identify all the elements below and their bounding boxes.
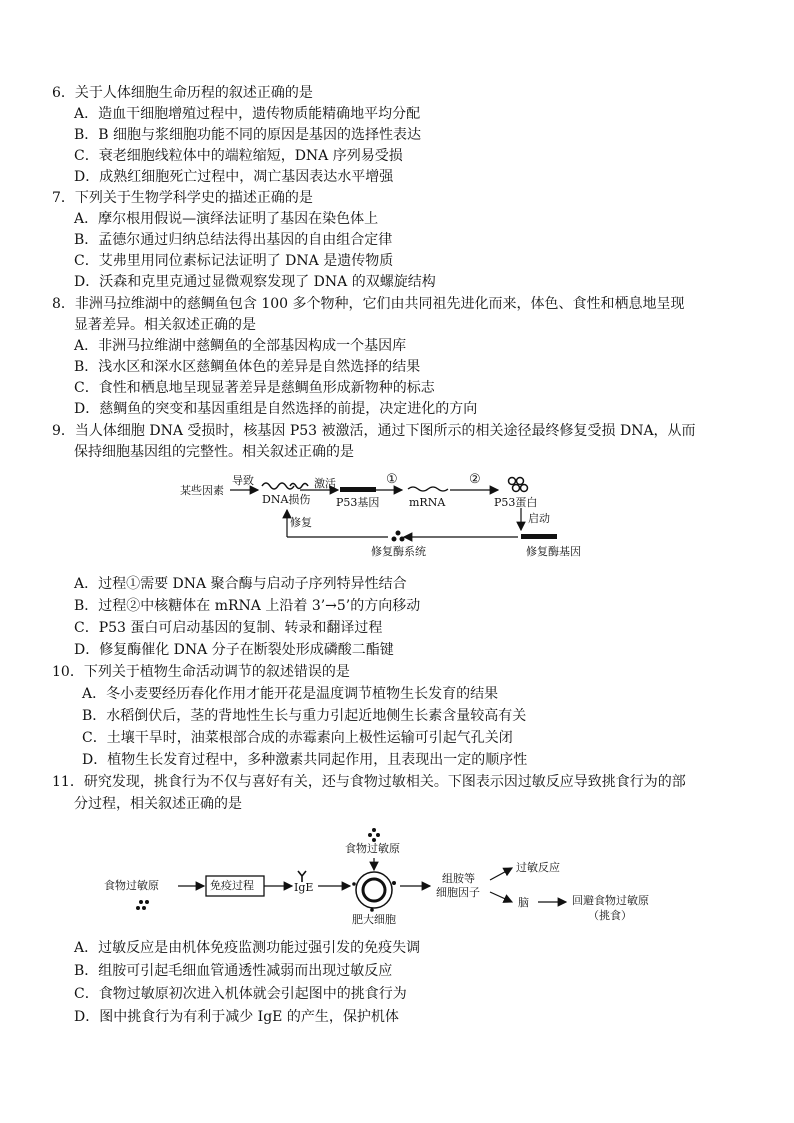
- diagram-brain-label: 脑: [518, 896, 529, 909]
- question-10-option-d: D．植物生长发育过程中，多种激素共同起作用，且表现出一定的顺序性: [82, 752, 528, 768]
- question-11-option-b: B．组胺可引起毛细血管通透性减弱而出现过敏反应: [74, 963, 393, 979]
- diagram-mast-cell-label: 肥大细胞: [352, 913, 396, 926]
- question-6-option-b: B．B 细胞与浆细胞功能不同的原因是基因的选择性表达: [74, 127, 422, 143]
- diagram-ige-label: IgE: [294, 881, 314, 894]
- question-7-option-c: C．艾弗里用同位素标记法证明了 DNA 是遗传物质: [74, 253, 394, 269]
- question-11-option-c: C．食物过敏原初次进入机体就会引起图中的挑食行为: [74, 986, 407, 1002]
- question-8-option-a: A．非洲马拉维湖中慈鲷鱼的全部基因构成一个基因库: [74, 338, 407, 354]
- question-9-stem-line-1: 9．当人体细胞 DNA 受损时，核基因 P53 被激活，通过下图所示的相关途径最终修复受损 DNA，从而: [52, 423, 696, 439]
- diagram-repair-system-label: 修复酶系统: [371, 545, 426, 558]
- diagram-picky-label: （挑食）: [588, 909, 632, 922]
- question-11-stem-line-2: 分过程，相关叙述正确的是: [74, 796, 242, 812]
- diagram-step-2-label: ②: [469, 472, 481, 487]
- question-10-option-b: B．水稻倒伏后，茎的背地性生长与重力引起近地侧生长素含量较高有关: [82, 708, 527, 724]
- diagram-factors-line-1: 组胺等: [442, 872, 475, 885]
- allergen-icon-top: [372, 828, 376, 832]
- question-9-option-a: A．过程①需要 DNA 聚合酶与启动子序列特异性结合: [74, 576, 407, 592]
- diagram-reaction-label: 过敏反应: [516, 861, 560, 874]
- question-6-stem: 6．关于人体细胞生命历程的叙述正确的是: [52, 85, 313, 101]
- diagram-mrna-label: mRNA: [409, 496, 446, 509]
- question-7-option-d: D．沃森和克里克通过显微观察发现了 DNA 的双螺旋结构: [74, 274, 436, 290]
- diagram-repair-label: 修复: [290, 516, 312, 529]
- diagram-dna-damage-label: DNA损伤: [262, 493, 311, 506]
- diagram-immune-label: 免疫过程: [210, 879, 254, 892]
- question-10-stem: 10．下列关于植物生命活动调节的叙述错误的是: [52, 664, 350, 680]
- question-11-option-a: A．过敏反应是由机体免疫监测功能过强引发的免疫失调: [74, 940, 421, 956]
- diagram-allergen-top-label: 食物过敏原: [345, 842, 400, 855]
- diagram-factor-label: 某些因素: [180, 484, 224, 497]
- diagram-repair-gene-label: 修复酶基因: [526, 545, 581, 558]
- question-6-option-d: D．成熟红细胞死亡过程中，凋亡基因表达水平增强: [74, 169, 394, 185]
- diagram-start-label: 启动: [528, 512, 550, 525]
- question-8-stem-line-1: 8．非洲马拉维湖中的慈鲷鱼包含 100 多个物种，它们由共同祖先进化而来，体色、食性和栖息地呈现: [52, 296, 685, 312]
- arrow-to-reaction: [490, 868, 512, 880]
- diagram-p53-protein-label: P53蛋白: [494, 496, 538, 509]
- diagram-avoid-label: 回避食物过敏原: [572, 894, 649, 907]
- diagram-allergen-left-label: 食物过敏原: [104, 879, 159, 892]
- arrow-to-brain: [490, 892, 512, 902]
- question-10-option-a: A．冬小麦要经历春化作用才能开花是温度调节植物生长发育的结果: [82, 686, 499, 702]
- question-10-option-c: C．土壤干旱时，油菜根部合成的赤霉素向上极性运输可引起气孔关闭: [82, 730, 513, 746]
- question-11-option-d: D．图中挑食行为有利于减少 IgE 的产生，保护机体: [74, 1009, 399, 1025]
- question-8-option-d: D．慈鲷鱼的突变和基因重组是自然选择的前提，决定进化的方向: [74, 401, 478, 417]
- question-7-stem: 7．下列关于生物学科学史的描述正确的是: [52, 190, 313, 206]
- question-9-stem-line-2: 保持细胞基因组的完整性。相关叙述正确的是: [74, 444, 354, 460]
- question-8-option-c: C．食性和栖息地呈现显著差异是慈鲷鱼形成新物种的标志: [74, 380, 435, 396]
- allergen-icon-left: [139, 900, 143, 904]
- question-7-option-a: A．摩尔根用假说—演绎法证明了基因在染色体上: [74, 211, 379, 227]
- diagram-activate-label: 激活: [314, 477, 336, 490]
- question-9-option-c: C．P53 蛋白可启动基因的复制、转录和翻译过程: [74, 620, 383, 636]
- diagram-factors-line-2: 细胞因子: [436, 886, 480, 899]
- question-6-option-c: C．衰老细胞线粒体中的端粒缩短，DNA 序列易受损: [74, 148, 403, 164]
- diagram-induce-label: 导致: [232, 474, 254, 487]
- question-7-option-b: B．孟德尔通过归纳总结法得出基因的自由组合定律: [74, 232, 393, 248]
- diagram-step-1-label: ①: [386, 472, 398, 487]
- question-8-option-b: B．浅水区和深水区慈鲷鱼体色的差异是自然选择的结果: [74, 359, 421, 375]
- question-9-option-d: D．修复酶催化 DNA 分子在断裂处形成磷酸二酯键: [74, 642, 394, 658]
- question-9-option-b: B．过程②中核糖体在 mRNA 上沿着 3’→5’的方向移动: [74, 598, 421, 614]
- mast-cell-icon: [356, 872, 392, 908]
- question-11-stem-line-1: 11．研究发现，挑食行为不仅与喜好有关，还与食物过敏相关。下图表示因过敏反应导致挑食行为的部: [52, 774, 686, 790]
- question-8-stem-line-2: 显著差异。相关叙述正确的是: [74, 317, 256, 333]
- question-6-option-a: A．造血干细胞增殖过程中，遗传物质能精确地平均分配: [74, 106, 421, 122]
- diagram-p53-gene-label: P53基因: [336, 496, 380, 509]
